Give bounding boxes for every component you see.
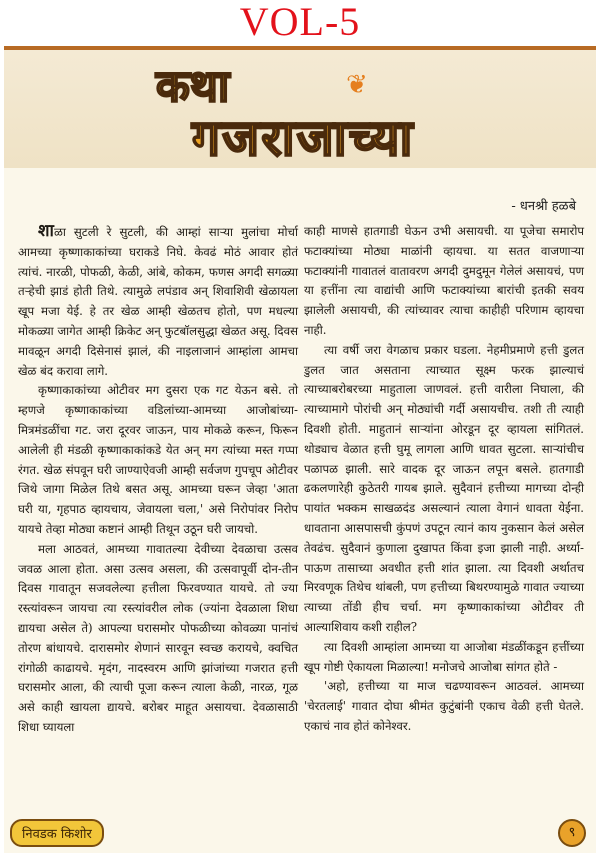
left-column [18,222,298,738]
story-paragraph: मला आठवतं, आमच्या गावातल्या देवीच्या देवळाचा उत्सव जवळ आला होता. असा उत्सव असला, की उत्सवापूर्वी दोन-तीन दिवस गावातून सजवलेल्या हत्तीला फिरवण्यात यायचे. तो ज्या रस्त्यांवरून जायचा त्या रस्त्यांवरील लोक (ज्यांना देवळाला शिधा द्यायचा असेल ते) आपल्या घरासमोर पोफळीच्या कोवळ्या पानांचं तोरण बांधायचे. दारासमोर शेणानं सारवून स्वच्छ करायचे, क्वचित रांगोळी काढायचे. मृदंग, नादस्वरम आणि झांजांच्या गजरात हत्ती घरासमोर आला, की त्याची पूजा करून त्याला केळी, नारळ, गूळ असे काही खायला द्यायचे. बरोबर माहूत असायचा. देवळासाठी शिधा घ्यायला [18,541,298,734]
volume-label: VOL-5 [239,0,361,44]
right-column [304,222,584,737]
story-paragraph: 'अहो, हत्तीच्या या माज चढण्यावरून आठवलं. आमच्या 'चेरतलाई' गावात दोघा श्रीमंत कुटुंबांनी एकाच वेळी हत्ती घेतले. एकाचं नाव होतं कोनेश्वर. [304,679,584,733]
publication-label: निवडक किशोर [10,819,104,847]
story-paragraph [18,222,298,381]
story-paragraph: त्या दिवशी आम्हांला आमच्या या आजोबा मंडळींकडून हत्तींच्या खूप गोष्टी ऐकायला मिळाल्या! मनोजचे आजोबा सांगत होते - [304,639,584,674]
page-footer [4,813,596,853]
title-word-katha: कथा [156,61,230,112]
elephant-ornament-icon: ❦ [346,70,368,100]
paragraph-text: ळा सुटली रे सुटली, की आम्हां साऱ्या मुलांचा मोर्चा आमच्या कृष्णाकाकांच्या घराकडे निघे. केवढं मोठं आवार होतं त्यांचं. नारळी, पोफळी, केळी, आंबे, कोकम, फणस अगदी सगळ्या तऱ्हेची झाडं होती तिथे. त्यामुळे लपंडाव अन्‌ शिवाशिवी खेळायला खूप मजा येई. हे तर खेळ आम्ही खेळतच होतो, पण मधल्या मोकळ्या जागेत आम्ही क्रिकेट अन्‌ फुटबॉलसुद्धा खेळत असू. दिवस मावळून अगदी दिसेनासं झालं, की नाइलाजानं आम्हांला आमचा खेळ बंद करावा लागे. [18,225,298,378]
title-word-gajrajachya: गजराजाच्या [192,109,415,167]
magazine-page [4,46,596,853]
story-paragraph: काही माणसे हातगाडी घेऊन उभी असायची. या पूजेचा समारोप फटाक्यांच्या मोठ्या माळांनी व्हायचा. या सतत वाजणाऱ्या फटाक्यांनी गावातलं वातावरण अगदी दुमदुमून गेलेलं असायचं, पण या हत्तींना त्या वाद्यांची आणि फटाक्यांच्या बारांची इतकी सवय झालेली असायची, की त्यांच्यावर त्याचा काहीही परिणाम व्हायचा नाही. [304,224,584,337]
story-paragraph: त्या वर्षी जरा वेगळाच प्रकार घडला. नेहमीप्रमाणे हत्ती डुलत डुलत जात असताना त्याच्यात सूक्ष्म फरक झाल्याचं त्याच्याबरोबरच्या माहुताला जाणवलं. हत्ती वारीला निघाला, की त्याच्यामागे पोरांची अन्‌ मोठ्यांची गर्दी असायचीच. तशी ती त्याही दिवशी होती. माहुतानं साऱ्यांना ओरडून दूर व्हायला सांगितलं. थोड्याच वेळात हत्ती घुमू लागला आणि धावत सुटला. साऱ्यांचीच पळापळ झाली. सारे वादक दूर जाऊन लपून बसले. हातगाडी ढकलणारेही कुठेतरी गायब झाले. सुदैवानं हत्तीच्या मागच्या दोन्ही पायांत भक्कम साखळदंड असल्यानं त्याला वेगानं धावता येईना. धावताना आसपासची कुंपणं उपटून त्यानं काय नुकसान केलं असेल तेवढंच. सुदैवानं कुणाला दुखापत किंवा इजा झाली नाही. अर्ध्या-पाऊण तासाच्या अवधीत हत्ती शांत झाला. त्या दिवशी अर्थातच मिरवणूक तिथेच थांबली, पण हत्तीच्या बिथरण्यामुळे गावात ज्याच्या त्याच्या तोंडी हीच चर्चा. मग कृष्णाकाकांच्या ओटीवर ती आल्याशिवाय कशी राहील? [304,342,584,634]
page-number: ९ [558,819,586,847]
author-byline: - धनश्री हळबे [511,199,576,214]
story-paragraph: कृष्णाकाकांच्या ओटीवर मग दुसरा एक गट येऊन बसे. तो म्हणजे कृष्णाकाकांच्या वडिलांच्या-आमच्या आजोबांच्या-मित्रमंडळींचा गट. जरा दूरवर जाऊन, पाय मोकळे करून, फिरून आलेली ही मंडळी कृष्णाकाकांकडे येत अन्‌ मग त्यांच्या मस्त गप्पा रंगत. खेळ संपवून घरी जाण्याऐवजी आम्ही सर्वजण गुपचूप ओटीवर जिथे जागा मिळेल तिथे बसत असू. आमच्या घरून जेव्हा 'आता घरी या, गृहपाठ व्हायचाय, जेवायला चला,' असे निरोपांवर निरोप यायचे तेव्हा मोठ्या कष्टानं आम्ही तिथून उठून घरी जायचो. [18,383,298,536]
drop-cap: शा [38,221,54,241]
title-banner [4,50,596,168]
